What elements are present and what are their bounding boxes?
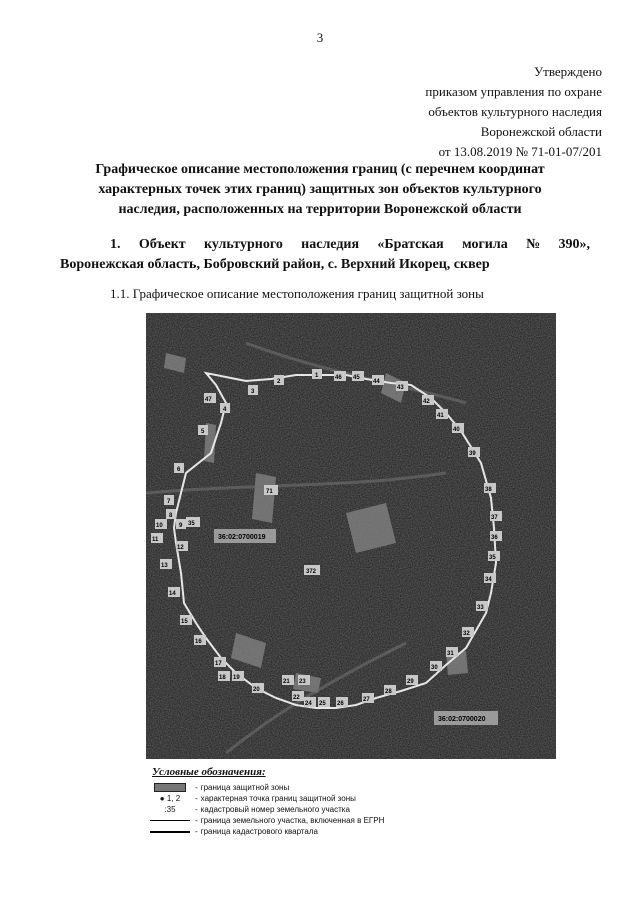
point-label: 8 bbox=[169, 513, 173, 519]
point-label: 18 bbox=[219, 675, 226, 681]
point-label: 27 bbox=[363, 697, 370, 703]
point-label: 47 bbox=[205, 397, 212, 403]
point-label: 31 bbox=[447, 651, 454, 657]
point-symbol: ● 1, 2 bbox=[159, 794, 181, 803]
point-label: 21 bbox=[283, 679, 290, 685]
document-heading bbox=[60, 160, 580, 220]
point-label: 17 bbox=[215, 661, 222, 667]
point-label: 5 bbox=[201, 429, 205, 435]
object-word: могила bbox=[462, 237, 508, 252]
parcel-line-symbol bbox=[148, 820, 192, 821]
legend-text: граница кадастрового квартала bbox=[200, 827, 318, 836]
legend-item: - граница кадастрового квартала bbox=[148, 826, 384, 837]
point-label: 46 bbox=[335, 375, 342, 381]
point-label: 35 bbox=[489, 555, 496, 561]
parcel-label: 36:02:0700019 bbox=[218, 534, 266, 541]
point-label: 41 bbox=[437, 413, 444, 419]
point-label: 14 bbox=[169, 591, 176, 597]
approval-line: Воронежской области bbox=[480, 124, 602, 139]
legend-item: ● 1, 2 - характерная точка границ защитной зоны bbox=[148, 793, 384, 804]
cadastral-number: 372 bbox=[306, 569, 317, 575]
point-label: 9 bbox=[179, 523, 183, 529]
legend-item: :35 - кадастровый номер земельного участка bbox=[148, 804, 384, 815]
page-number: 3 bbox=[316, 30, 324, 45]
legend-text: характерная точка границ защитной зоны bbox=[200, 794, 356, 803]
legend-item: - граница защитной зоны bbox=[148, 782, 384, 793]
point-label: 45 bbox=[353, 375, 360, 381]
object-word: Объект bbox=[138, 237, 186, 252]
cadastral-number: 71 bbox=[266, 489, 273, 495]
point-label: 44 bbox=[373, 379, 380, 385]
point-label: 36 bbox=[491, 535, 498, 541]
point-label: 16 bbox=[195, 639, 202, 645]
heading-line: наследия, расположенных на территории Воронежской области bbox=[118, 202, 522, 217]
point-label: 15 bbox=[181, 619, 188, 625]
boundary-map bbox=[146, 313, 556, 759]
point-label: 20 bbox=[253, 687, 260, 693]
approval-line: от 13.08.2019 № 71-01-07/201 bbox=[438, 144, 602, 159]
approval-line: Утверждено bbox=[533, 64, 602, 79]
point-label: 42 bbox=[423, 399, 430, 405]
point-label: 37 bbox=[491, 515, 498, 521]
object-word: культурного bbox=[204, 237, 283, 252]
point-label: 38 bbox=[485, 487, 492, 493]
point-label: 1 bbox=[315, 373, 319, 379]
object-word: 390», bbox=[558, 237, 590, 252]
point-label: 32 bbox=[463, 631, 470, 637]
point-label: 19 bbox=[233, 675, 240, 681]
object-number: 1. bbox=[110, 237, 121, 252]
map-graphic bbox=[146, 313, 556, 759]
quarter-line-symbol bbox=[148, 831, 192, 833]
object-word: «Братская bbox=[377, 237, 444, 252]
zone-boundary-symbol bbox=[148, 783, 192, 792]
point-label: 28 bbox=[385, 689, 392, 695]
object-title bbox=[60, 235, 590, 275]
point-label: 3 bbox=[251, 389, 255, 395]
cadastral-number-symbol: :35 bbox=[164, 805, 176, 814]
approval-line: приказом управления по охране bbox=[425, 84, 602, 99]
approval-line: объектов культурного наследия bbox=[428, 104, 602, 119]
point-label: 29 bbox=[407, 679, 414, 685]
legend-title: Условные обозначения: bbox=[152, 766, 266, 778]
point-label: 30 bbox=[431, 665, 438, 671]
point-label: 22 bbox=[293, 695, 300, 701]
point-label: 26 bbox=[337, 701, 344, 707]
cadastral-number: 35 bbox=[188, 521, 195, 527]
point-label: 4 bbox=[223, 407, 227, 413]
point-label: 25 bbox=[319, 701, 326, 707]
point-label: 11 bbox=[152, 537, 159, 543]
point-label: 23 bbox=[299, 679, 306, 685]
object-word: № bbox=[526, 237, 541, 252]
point-label: 7 bbox=[167, 499, 171, 505]
point-label: 40 bbox=[453, 427, 460, 433]
object-title-line-1 bbox=[60, 235, 590, 255]
point-label: 2 bbox=[277, 379, 281, 385]
legend-text: граница земельного участка, включенная в ЕГРН bbox=[200, 816, 385, 825]
map-legend bbox=[148, 766, 384, 837]
heading-line: Графическое описание местоположения границ (с перечнем координат bbox=[95, 162, 545, 177]
object-word: наследия bbox=[301, 237, 360, 252]
point-label: 12 bbox=[177, 545, 184, 551]
section-subtitle: 1.1. Графическое описание местоположения границ защитной зоны bbox=[110, 286, 484, 301]
point-label: 33 bbox=[477, 605, 484, 611]
legend-item: - граница земельного участка, включенная в ЕГРН bbox=[148, 815, 384, 826]
point-label: 6 bbox=[177, 467, 181, 473]
point-label: 34 bbox=[485, 577, 492, 583]
point-label: 39 bbox=[469, 451, 476, 457]
point-label: 24 bbox=[305, 701, 312, 707]
legend-text: граница защитной зоны bbox=[200, 783, 290, 792]
point-label: 13 bbox=[161, 563, 168, 569]
parcel-label: 36:02:0700020 bbox=[438, 716, 486, 723]
object-title-line-2: Воронежская область, Бобровский район, с. Верхний Икорец, сквер bbox=[60, 257, 490, 272]
point-label: 10 bbox=[156, 523, 163, 529]
point-label: 43 bbox=[397, 385, 404, 391]
approval-block bbox=[425, 62, 602, 162]
heading-line: характерных точек этих границ) защитных зон объектов культурного bbox=[98, 182, 542, 197]
legend-text: кадастровый номер земельного участка bbox=[200, 805, 350, 814]
